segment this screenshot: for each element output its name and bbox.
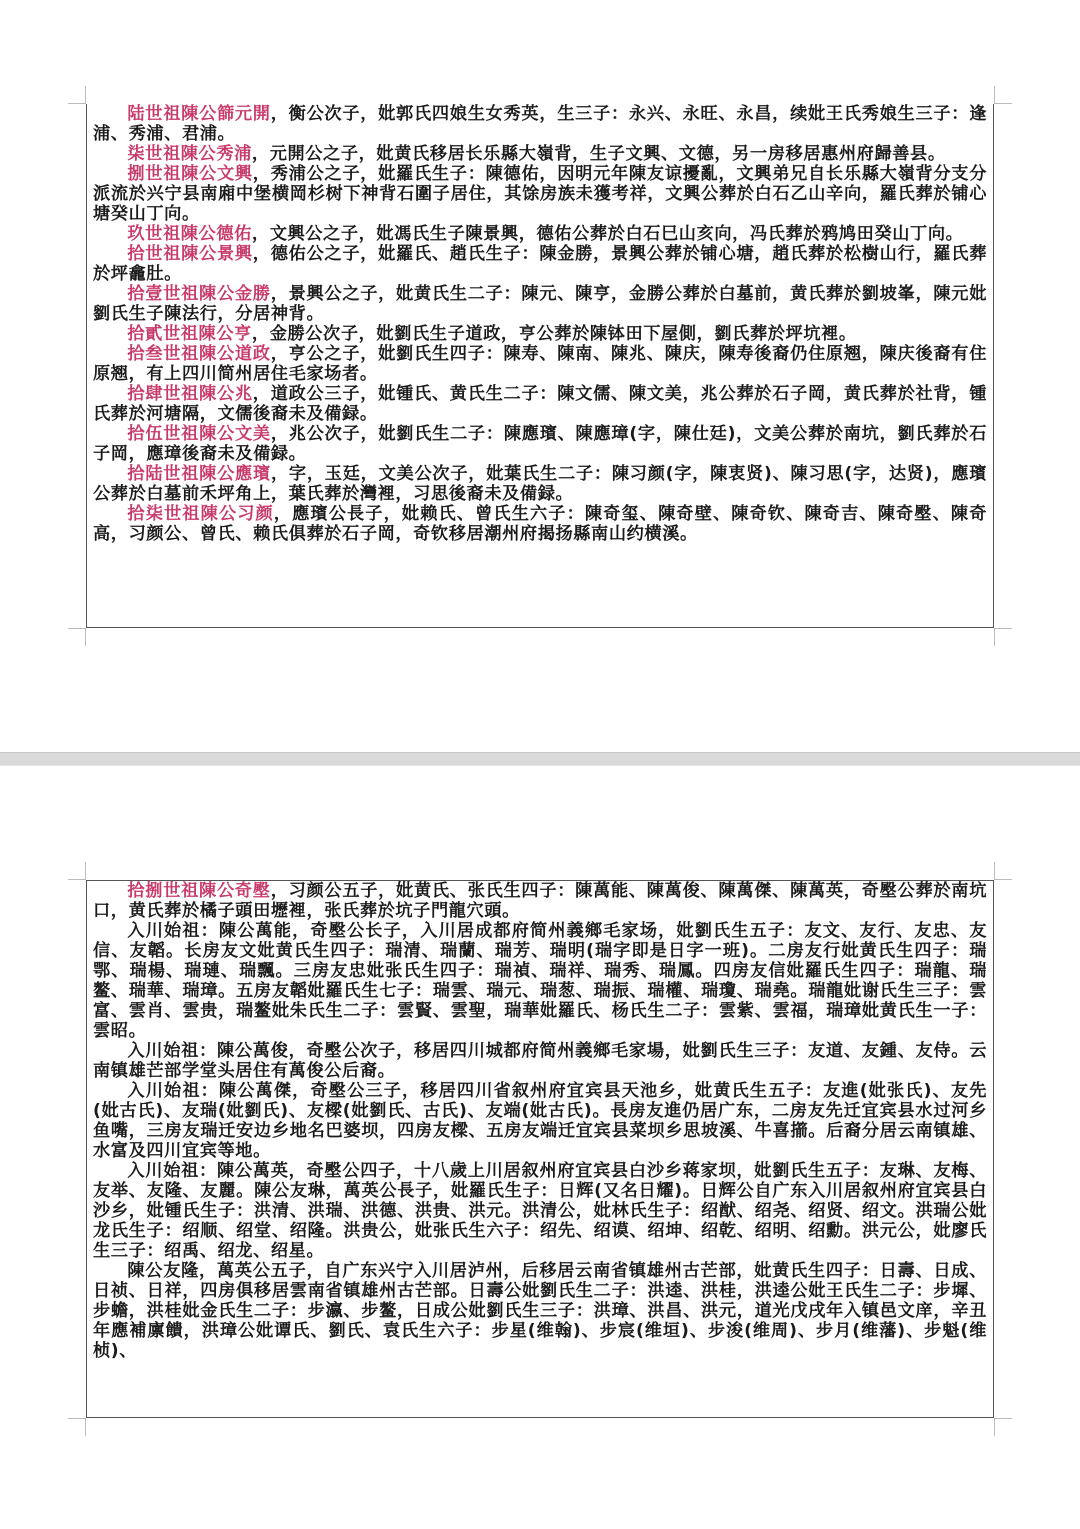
entry-text: ：陳公萬俊，奇壂公次子，移居四川城都府简州義鄉毛家場，妣劉氏生三子：友道、友鍾、友侍。云南镇雄芒部学堂头居住有萬俊公后裔。 (93, 1041, 987, 1081)
page-1-text (93, 104, 987, 627)
genealogy-entry (93, 1081, 987, 1161)
ancestor-name: 拾叁世祖陳公道政 (127, 344, 271, 364)
ancestor-name: 拾捌世祖陳公奇壂 (127, 881, 271, 901)
entry-text: ，德佑公之子，妣羅氏、趙氏生子：陳金勝，景興公葬於铺心塘，趙氏葬於松樹山行，羅氏葬於坪龕肚。 (93, 244, 987, 284)
genealogy-entry (93, 1041, 987, 1081)
entry-text: ，亨公之子，妣劉氏生四子：陳寿、陳南、陳兆、陳庆，陳寿後裔仍住原翘，陳庆後裔有住原翘，有上四川简州居住毛家场者。 (93, 344, 987, 384)
entry-text: ，元開公之子，妣黄氏移居长乐縣大嶺背，生子文興、文德，另一房移居惠州府歸善县。 (251, 144, 946, 164)
entry-text: 陳公友隆，萬英公五子，自广东兴宁入川居泸州，后移居云南省镇雄州古芒部，妣黄氏生四子：日壽、日成、日祯、日祥，四房俱移居雲南省镇雄州古芒部。日壽公妣劉氏生二子：洪逵、洪桂，洪逵公妣王氏生二子：步墀、步蟾，洪桂妣金氏生二子：步瀛、步鳌，日成公妣劉氏生三子：洪璋、洪昌、洪元，道光戊戌年入镇邑文庠，辛丑年應補廪饋，洪璋公妣谭氏、劉氏、袁氏生六子：步星(维翰)、步宸(维垣)、步浚(维周)、步月(维藩)、步魁(维桢)、 (93, 1261, 987, 1361)
ancestor-name: 拾壹世祖陳公金勝 (127, 284, 271, 304)
crop-mark (994, 1418, 1012, 1436)
genealogy-entry (93, 324, 987, 344)
genealogy-entry (93, 244, 987, 284)
entry-text: ，應璸公長子，妣赖氏、曾氏生六子：陳奇玺、陳奇壁、陳奇钦、陳奇吉、陳奇壂、陳奇高，习颜公、曾氏、赖氏俱葬於石子岡，奇钦移居潮州府揭扬縣南山约横溪。 (93, 504, 987, 544)
ancestor-name: 玖世祖陳公德佑 (127, 224, 252, 244)
text-frame (86, 104, 994, 628)
genealogy-entry (93, 504, 987, 544)
ancestor-name: 入川始祖 (127, 1161, 200, 1181)
document-page-2 (0, 766, 1080, 1529)
entry-text: ，秀浦公之子，妣羅氏生子：陳德佑，因明元年陳友谅擾亂，文興弟兄自长乐縣大嶺背分支分派流於兴宁县南廂中堡横岡杉树下神背石圍子居住，其馀房族未獲考祥，文興公葬於白石乙山辛向，羅氏葬於铺心塘癸山丁向。 (93, 164, 987, 224)
genealogy-entry (93, 881, 987, 921)
genealogy-entry (93, 224, 987, 244)
entry-text: ，字，玉廷，文美公次子，妣葉氏生二子：陳习颜(字，陳衷贤)、陳习思(字，达贤)，應璸公葬於白墓前禾坪角上，葉氏葬於灣裡，习思後裔未及備録。 (93, 464, 987, 504)
ancestor-name: 拾世祖陳公景興 (127, 244, 253, 264)
entry-text: ：陳公萬傑，奇壂公三子，移居四川省叙州府宜宾县天池乡，妣黄氏生五子：友進(妣张氏)、友先(妣古氏)、友瑞(妣劉氏)、友樑(妣劉氏、古氏)、友端(妣古氏)。長房友進仍居广东，二房友先迁宜宾县水过河乡鱼嘴，三房友瑞迁安边乡地名巴婆坝，四房友樑、五房友端迁宜宾县菜坝乡思坡溪、牛喜擶。后裔分居云南镇雄、水富及四川宜宾等地。 (93, 1081, 987, 1161)
page-separator (0, 752, 1080, 766)
ancestor-name: 入川始祖 (127, 1041, 200, 1061)
entry-text: ，衡公次子，妣郭氏四娘生女秀英，生三子：永兴、永旺、永昌，续妣王氏秀娘生三子：逢浦、秀浦、君浦。 (93, 104, 987, 144)
page-2-text (93, 881, 987, 1417)
ancestor-name: 拾柒世祖陳公习颜 (127, 504, 274, 524)
entry-text: ，兆公次子，妣劉氏生二子：陳應璸、陳應璋(字，陳仕廷)，文美公葬於南坑，劉氏葬於石子岡，應璋後裔未及備録。 (93, 424, 987, 464)
genealogy-entry (93, 104, 987, 144)
ancestor-name: 捌世祖陳公文興 (127, 164, 253, 184)
ancestor-name: 入川始祖 (127, 921, 201, 941)
crop-mark (68, 862, 86, 880)
genealogy-entry (93, 144, 987, 164)
genealogy-entry (93, 384, 987, 424)
ancestor-name: 拾肆世祖陳公兆 (127, 384, 253, 404)
crop-mark (994, 628, 1012, 646)
crop-mark (68, 1418, 86, 1436)
entry-text: ：陳公萬能，奇壂公长子，入川居成都府简州義鄉毛家场，妣劉氏生五子：友文、友行、友忠、友信、友韜。长房友文妣黄氏生四子：瑞清、瑞蘭、瑞芳、瑞明(瑞字即是日字一班)。二房友行妣黄氏生四子：瑞鄂、瑞楊、瑞璉、瑞飄。三房友忠妣张氏生四子：瑞禎、瑞祥、瑞秀、瑞鳳。四房友信妣羅氏生四子：瑞龍、瑞鳌、瑞華、瑞璋。五房友韜妣羅氏生七子：瑞雲、瑞元、瑞葱、瑞振、瑞權、瑞瓊、瑞堯。瑞龍妣谢氏生三子：雲富、雲肖、雲贵，瑞鳌妣朱氏生二子：雲賢、雲聖，瑞華妣羅氏、杨氏生二子：雲紫、雲福，瑞璋妣黄氏生一子：雲昭。 (93, 921, 987, 1041)
ancestor-name: 陆世祖陳公篩元開 (127, 104, 271, 124)
genealogy-entry (93, 1161, 987, 1261)
entry-text: ，景興公之子，妣黄氏生二子：陳元、陳亨，金勝公葬於白墓前，黄氏葬於劉坡峯，陳元妣劉氏生子陳法行，分居神背。 (93, 284, 987, 324)
ancestor-name: 拾陆世祖陳公應璸 (127, 464, 271, 484)
crop-mark (68, 86, 86, 104)
genealogy-entry (93, 424, 987, 464)
ancestor-name: 拾貳世祖陳公亨 (127, 324, 252, 344)
genealogy-entry (93, 164, 987, 224)
genealogy-entry (93, 284, 987, 324)
genealogy-entry (93, 464, 987, 504)
ancestor-name: 入川始祖 (127, 1081, 201, 1101)
genealogy-entry (93, 921, 987, 1041)
document-page-1 (0, 0, 1080, 752)
entry-text: ：陳公萬英，奇壂公四子，十八歲上川居叙州府宜宾县白沙乡蒋家坝，妣劉氏生五子：友琳、友梅、友举、友隆、友麗。陳公友琳，萬英公長子，妣羅氏生子：日辉(又名日耀)。日辉公自广东入川居叙州府宜宾县白沙乡，妣锺氏生子：洪清、洪瑞、洪德、洪贵、洪元。洪清公，妣林氏生子：绍猷、绍尧、绍贤、绍文。洪瑞公妣龙氏生子：绍顺、绍堂、绍隆。洪贵公，妣张氏生六子：绍先、绍谟、绍坤、绍乾、绍明、绍勳。洪元公，妣廖氏生三子：绍禹、绍龙、绍星。 (93, 1161, 987, 1261)
genealogy-entry (93, 344, 987, 384)
ancestor-name: 柒世祖陳公秀浦 (127, 144, 252, 164)
genealogy-entry (93, 1261, 987, 1361)
entry-text: ，习颜公五子，妣黄氏、张氏生四子：陳萬能、陳萬俊、陳萬傑、陳萬英，奇壂公葬於南坑口，黄氏葬於橘子頭田壢裡，张氏葬於坑子門龍穴頭。 (93, 881, 987, 921)
entry-text: ，金勝公次子，妣劉氏生子道政，亨公葬於陳钵田下屋側，劉氏葬於坪坑裡。 (251, 324, 857, 344)
crop-mark (994, 86, 1012, 104)
entry-text: ，道政公三子，妣锺氏、黄氏生二子：陳文儒、陳文美，兆公葬於石子岡，黄氏葬於社背，锺氏葬於河塘隔，文儒後裔未及備録。 (93, 384, 987, 424)
crop-mark (68, 628, 86, 646)
text-frame (86, 880, 994, 1418)
ancestor-name: 拾伍世祖陳公文美 (127, 424, 271, 444)
crop-mark (994, 862, 1012, 880)
entry-text: ，文興公之子，妣馮氏生子陳景興，德佑公葬於白石巳山亥向，冯氏葬於鸦鸠田癸山丁向。 (251, 224, 964, 244)
